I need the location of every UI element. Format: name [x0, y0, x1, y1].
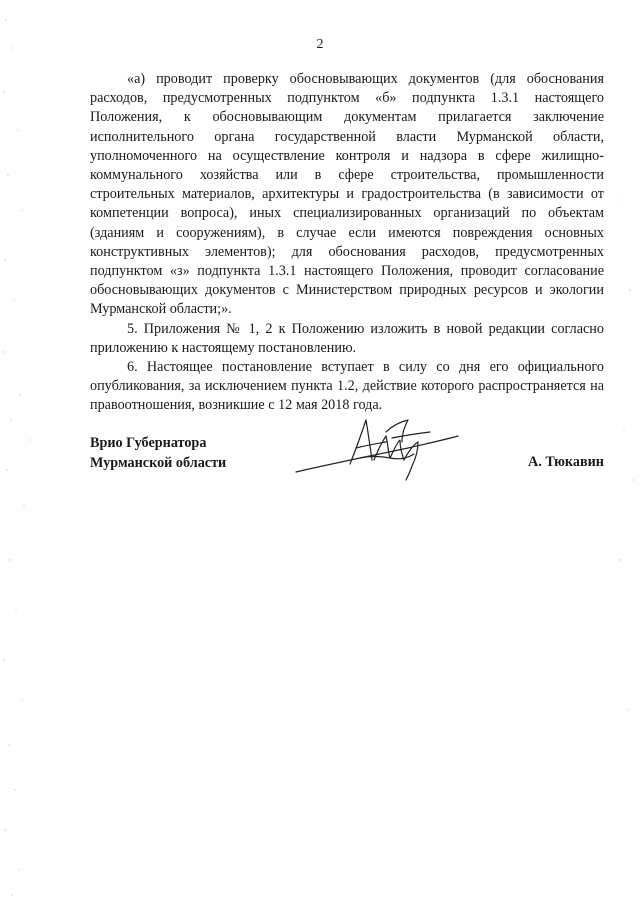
paragraph-4a: «а) проводит проверку обосновывающих документов (для обоснования расходов, предусмотренных подпунктом «б» подпункта 1.3.1 настоящего Положения, к обосновывающим документам прилагается заключение исполнительного органа государственной власти Мурманской области, уполномоченного на осуществление контроля и надзора в сфере жилищно-коммунального хозяйства или в сфере строительства, промышленности строительных материалов, архитектуры и градостроительства (в зависимости от компетенции вопроса), иных специализированных организаций по объектам (зданиям и сооружениям), в случае если имеются повреждения основных конструктивных элементов); для обоснования расходов, предусмотренных подпунктом «з» подпункта 1.3.1 настоящего Положения, проводит согласование обосновывающих документов с Министерством природных ресурсов и экологии Мурманской области;».	[90, 71, 604, 318]
signature-block	[90, 434, 604, 494]
paragraph-5: 5. Приложения № 1, 2 к Положению изложить в новой редакции согласно приложению к настоящему постановлению.	[90, 320, 604, 356]
paragraph-6: 6. Настоящее постановление вступает в силу со дня его официального опубликования, за исключением пункта 1.2, действие которого распространяется на правоотношения, возникшие с 12 мая 2018 года.	[90, 359, 604, 414]
page-number: 2	[316, 37, 324, 52]
handwritten-signature	[290, 414, 470, 486]
signatory-title-line1: Врио Губернатора	[90, 435, 207, 451]
signatory-title	[90, 434, 226, 473]
signatory-title-line2: Мурманской области	[90, 454, 227, 471]
document-body	[90, 70, 604, 416]
signatory-name: А. Тюкавин	[527, 454, 604, 470]
